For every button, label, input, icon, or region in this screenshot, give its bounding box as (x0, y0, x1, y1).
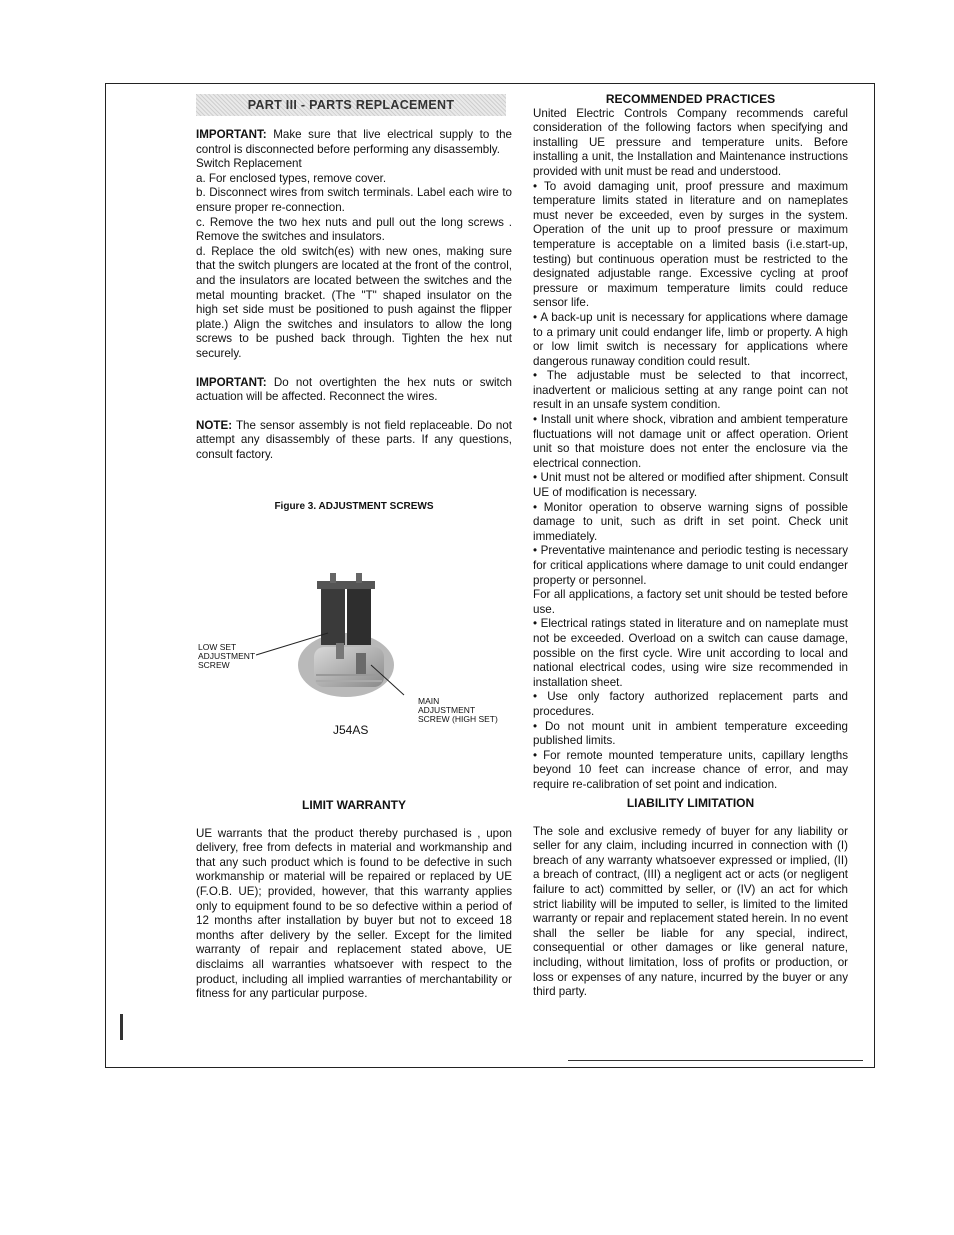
recommended-bullets (533, 180, 848, 793)
warranty-text: UE warrants that the product thereby purchased is , upon delivery, free from defects in material and workmanship and that any such product which is found to be defective in such workmanship or material will be repaired or replaced by UE (F.O.B. UE); provided, however, that this warranty applies only to equipment found to be so defective within a period of 12 months after installation by buyer but not to exceed 18 months after delivery by the seller. Except for the limited warranty of repair and replacement stated above, UE disclaims all warranties whatsoever with respect to the product, including all implied warranties of merchantability or fitness for any particular purpose. (196, 826, 512, 1001)
liability-section (533, 796, 848, 1000)
right-column (533, 92, 848, 793)
liability-title: LIABILITY LIMITATION (626, 796, 755, 810)
recommended-bullet: • Preventative maintenance and periodic testing is necessary for critical applications where damage to unit could endanger property or personnel. (533, 544, 848, 587)
recommended-bullet: • Use only factory authorized replacement parts and procedures. (533, 690, 848, 718)
step-d: d. Replace the old switch(es) with new ones, making sure that the switch plungers are located at the front of the control, and the insulators are located between the switches and the metal mounting bracket. (The "T" shaped insulator on the high set side must be positioned to push against the flipper plate.) Align the switches and insulators to allow the long screws to be pushed back through. Tighten the hex nut securely. (196, 244, 512, 360)
low-set-callout: LOW SET ADJUSTMENT SCREW (198, 642, 256, 671)
recommended-bullet: • Install unit where shock, vibration and ambient temperature fluctuations will not damage unit or affect operation. Orient unit so that moisture does not enter the enclosure via the electrical connection. (533, 413, 848, 470)
figure-caption: Figure 3. ADJUSTMENT SCREWS (274, 501, 434, 513)
important-label: IMPORTANT: (196, 128, 267, 141)
important-text: Make sure that live electrical supply to the control is disconnected before performing any disassembly. (196, 128, 512, 156)
recommended-bullet: • Do not mount unit in ambient temperature exceeding published limits. (533, 719, 848, 748)
margin-mark (120, 1014, 123, 1040)
model-label: J54AS (333, 723, 369, 738)
section-header: PART III - PARTS REPLACEMENT (196, 94, 506, 116)
terminal-2 (356, 573, 362, 583)
figure-adjustment-screws (196, 515, 512, 738)
terminal-1 (330, 573, 336, 583)
recommended-practices-title: RECOMMENDED PRACTICES (605, 92, 776, 106)
mounting-bracket (317, 581, 375, 589)
recommended-bullet: • Electrical ratings stated in literature and on nameplate must not be exceeded. Overload on a switch can cause damage, possible on the first cycle. Wire unit according to local and national electrical codes, using wire size recommended in installation sheet. (533, 617, 848, 689)
important-paragraph-1 (196, 128, 512, 157)
warranty-title: LIMIT WARRANTY (302, 798, 406, 812)
switch-left (321, 583, 345, 645)
note-label: NOTE: (196, 418, 233, 432)
recommended-bullet: For all applications, a factory set unit should be tested before use. (533, 588, 848, 616)
main-callout: MAIN ADJUSTMENT SCREW (HIGH SET) (418, 696, 498, 725)
note-paragraph (196, 419, 512, 463)
recommended-bullet: • The adjustable must be selected to that incorrect, inadvertent or malicious setting at any range point can not result in an unsafe system condition. (533, 369, 848, 412)
recommended-bullet: • For remote mounted temperature units, capillary lengths beyond 10 feet can increase chance of error, and may require re-calibration of set point and indication. (533, 748, 848, 791)
important-text-2: Do not overtighten the hex nuts or switch actuation will be affected. Reconnect the wires. (196, 375, 512, 404)
step-a: a. For enclosed types, remove cover. (196, 171, 387, 185)
switch-replacement-title: Switch Replacement (196, 157, 302, 171)
recommended-intro: United Electric Controls Company recommends careful consideration of the following factors when specifying and installing UE pressure and temperature units. Before installing a unit, the Installation and Maintenance instructions provided with unit must be read and understood. (533, 106, 848, 178)
liability-text: The sole and exclusive remedy of buyer for any liability or seller for any claim, including incurred in connection with (I) breach of any warranty whatsoever expressed or implied, (II) a breach of contract, (III) a negligent act or acts (or negligent failure to act) committed by seller, or (IV) an act for which strict liability will be imputed to seller, is limited to the limited warranty or repair and replacement stated herein. In no event shall the seller be liable for any special, indirect, consequential or other damages or like general nature, including, without limitation, loss of profits or production, or loss or expenses of any nature, incurred by the buyer or any third party. (533, 824, 848, 999)
recommended-bullet: • Unit must not be altered or modified after shipment. Consult UE of modification is necessary. (533, 471, 848, 500)
important-paragraph-2 (196, 376, 512, 405)
recommended-bullet: • To avoid damaging unit, proof pressure and maximum temperature limits stated in literature and on nameplates must never be exceeded, even by surges in the system. Operation of the unit up to proof pressure or maximum temperature is acceptable on a limited basis (i.e.start-up, testing) but continuous operation must be restricted to the designated adjustable range. Excessive cycling at proof pressure or maximum temperature limits could reduce sensor life. (533, 179, 848, 310)
recommended-bullet: • Monitor operation to observe warning signs of possible damage to unit, such as drift in set point. Check unit immediately. (533, 500, 848, 543)
warranty-section (196, 798, 512, 1002)
low-set-screw (336, 643, 344, 659)
step-b: b. Disconnect wires from switch terminals. Label each wire to ensure proper re-connection. (196, 186, 512, 214)
left-column (196, 94, 513, 738)
recommended-bullet: • A back-up unit is necessary for applications where damage to a primary unit could endanger life, limb or property. A high or low limit switch is necessary for applications where dangerous runaway condition could result. (533, 310, 848, 368)
important-label-2: IMPORTANT: (196, 375, 267, 389)
step-c: c. Remove the two hex nuts and pull out the long screws . Remove the switches and insulators. (196, 215, 512, 244)
note-text: The sensor assembly is not field replaceable. Do not attempt any disassembly of these parts. If any questions, consult factory. (196, 418, 513, 461)
switch-right (347, 583, 371, 645)
footer-rule (568, 1060, 863, 1061)
main-screw (356, 653, 366, 675)
